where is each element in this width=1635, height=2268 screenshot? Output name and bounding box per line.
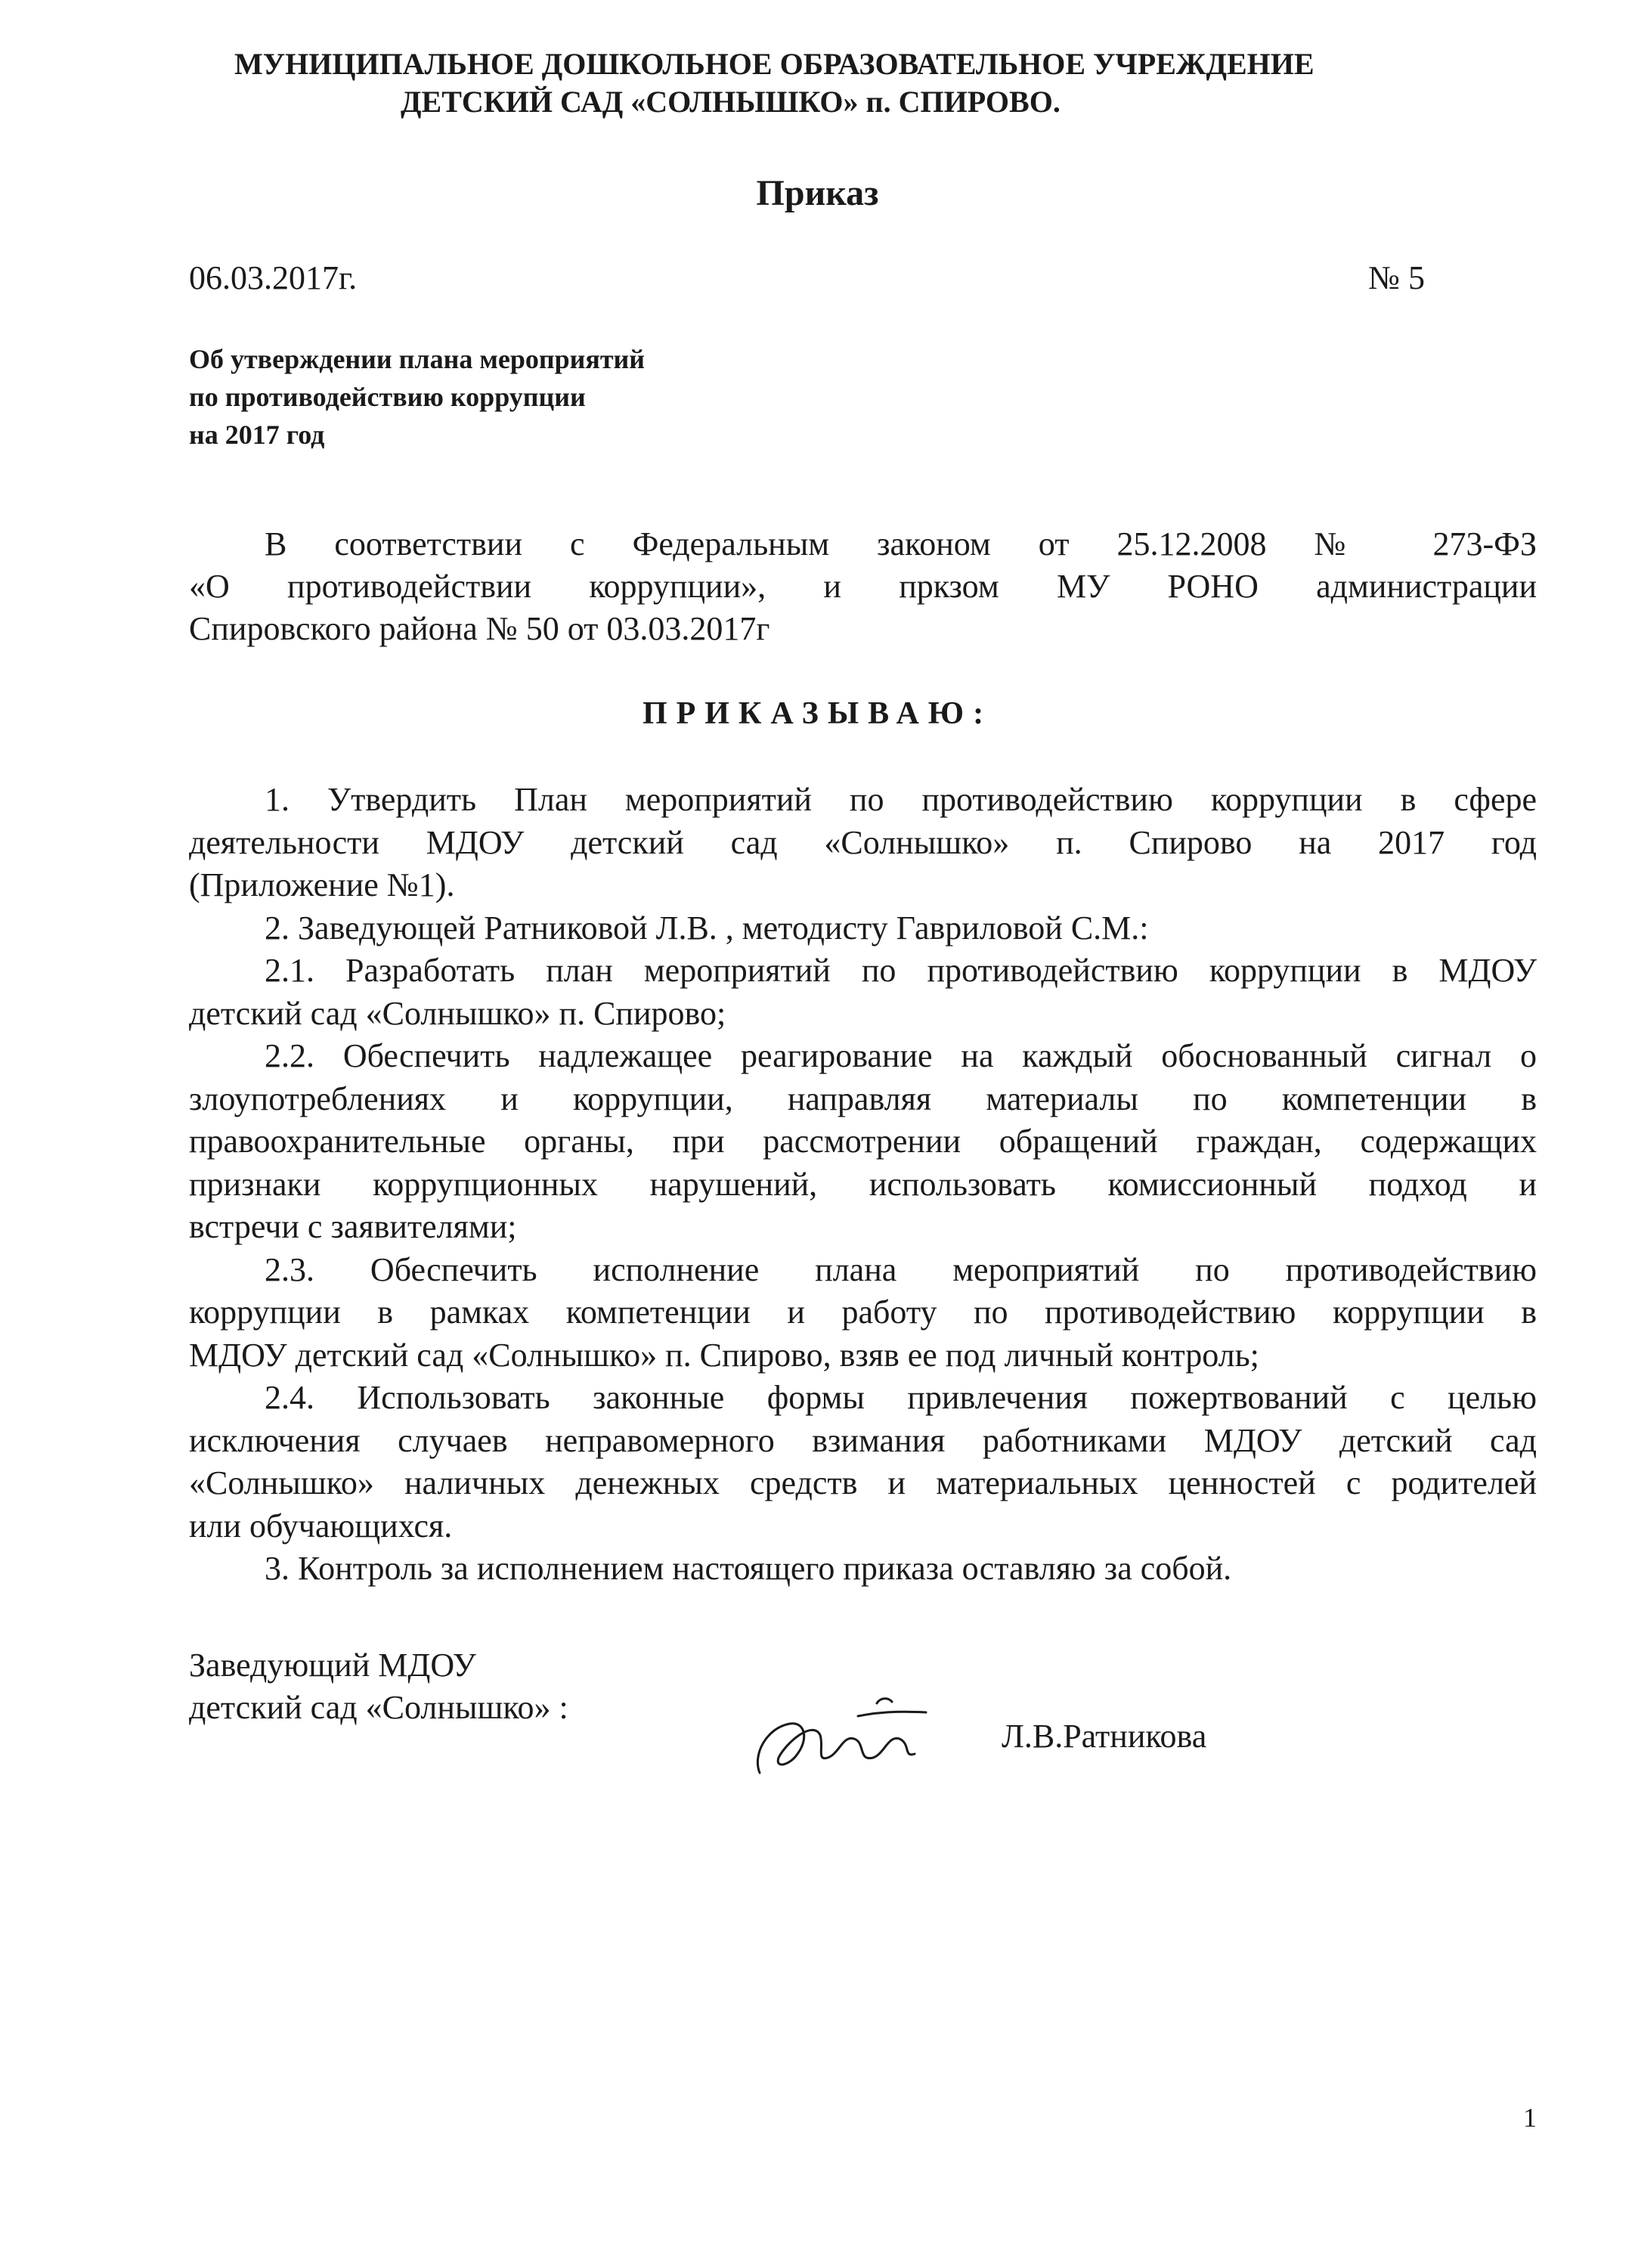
item-2-4-line-3: «Солнышко» наличных денежных средств и материальных ценностей с родителей <box>189 1464 1537 1501</box>
subject-line-3: на 2017 год <box>189 420 325 450</box>
signatory-position-line-2: детский сад «Солнышко» : <box>189 1689 568 1726</box>
preamble-line-2: «О противодействии коррупции», и пркзом МУ РОНО администрации <box>189 568 1537 605</box>
signatory-position <box>189 1644 568 1729</box>
item-2-4-line-4: или обучающихся. <box>189 1507 453 1545</box>
item-2-1-line-1: 2.1. Разработать план мероприятий по противодействию коррупции в МДОУ <box>265 952 1537 989</box>
item-2-2-line-4: признаки коррупционных нарушений, использовать комиссионный подход и <box>189 1165 1537 1203</box>
signatory-name: Л.В.Ратникова <box>1002 1718 1207 1755</box>
header-line-1: МУНИЦИПАЛЬНОЕ ДОШКОЛЬНОЕ ОБРАЗОВАТЕЛЬНОЕ УЧРЕЖДЕНИЕ <box>234 47 1315 81</box>
preamble-line-1: В соответствии с Федеральным законом от 25.12.2008 № 273-ФЗ <box>265 525 1537 562</box>
item-2-2-line-1: 2.2. Обеспечить надлежащее реагирование на каждый обоснованный сигнал о <box>265 1037 1537 1074</box>
order-items <box>189 779 1537 1591</box>
subject-line-1: Об утверждении плана мероприятий <box>189 344 645 374</box>
item-2-3-line-3: МДОУ детский сад «Солнышко» п. Спирово, взяв ее под личный контроль; <box>189 1336 1259 1374</box>
page-number: 1 <box>1523 2102 1537 2133</box>
document-title: Приказ <box>756 173 879 213</box>
item-2-line-1: 2. Заведующей Ратниковой Л.В. , методисту Гавриловой С.М.: <box>265 909 1149 947</box>
order-subject <box>189 340 645 454</box>
header-line-2: ДЕТСКИЙ САД «СОЛНЫШКО» п. СПИРОВО. <box>401 85 1061 119</box>
item-3-line-1: 3. Контроль за исполнением настоящего приказа оставляю за собой. <box>265 1550 1232 1587</box>
item-1-line-1: 1. Утвердить План мероприятий по противодействию коррупции в сфере <box>265 781 1537 818</box>
item-2-2-line-3: правоохранительные органы, при рассмотрении обращений граждан, содержащих <box>189 1123 1537 1160</box>
preamble-line-3: Спировского района № 50 от 03.03.2017г <box>189 610 770 647</box>
item-2-3-line-2: коррупции в рамках компетенции и работу по противодействию коррупции в <box>189 1294 1537 1331</box>
order-heading: ПРИКАЗЫВАЮ: <box>642 696 993 731</box>
item-2-4-line-2: исключения случаев неправомерного взимания работниками МДОУ детский сад <box>189 1421 1537 1459</box>
subject-line-2: по противодействию коррупции <box>189 382 586 412</box>
item-2-2-line-2: злоупотреблениях и коррупции, направляя материалы по компетенции в <box>189 1080 1537 1117</box>
signatory-position-line-1: Заведующий МДОУ <box>189 1647 476 1684</box>
item-1-line-2: деятельности МДОУ детский сад «Солнышко» п. Спирово на 2017 год <box>189 823 1537 861</box>
item-2-3-line-1: 2.3. Обеспечить исполнение плана мероприятий по противодействию <box>265 1250 1537 1288</box>
order-number: № 5 <box>1368 259 1425 296</box>
item-2-2-line-5: встречи с заявителями; <box>189 1208 517 1245</box>
item-1-line-3: (Приложение №1). <box>189 866 455 903</box>
handwritten-signature <box>745 1682 941 1796</box>
institution-header <box>189 45 1474 121</box>
order-date: 06.03.2017г. <box>189 259 358 296</box>
item-2-1-line-2: детский сад «Солнышко» п. Спирово; <box>189 994 726 1032</box>
item-2-4-line-1: 2.4. Использовать законные формы привлечения пожертвований с целью <box>265 1379 1537 1416</box>
preamble <box>189 523 1537 650</box>
